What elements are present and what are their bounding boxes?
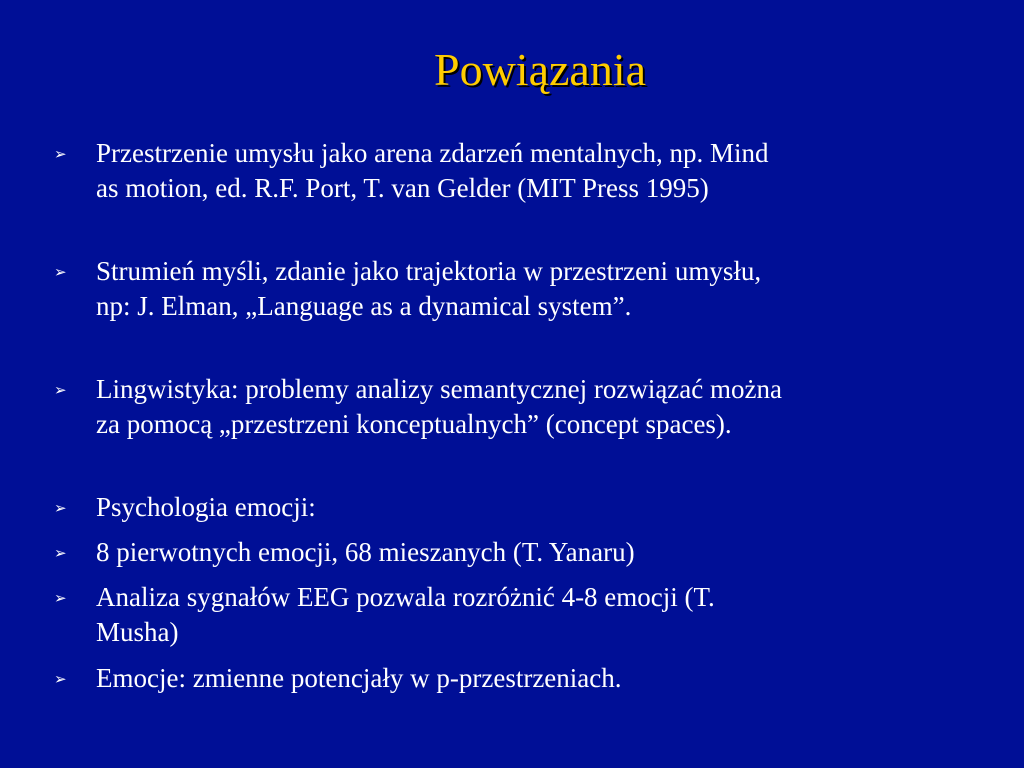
bullet-text: Analiza sygnałów EEG pozwala rozróżnić 4-8 emocji (T. Musha) — [96, 582, 715, 647]
bullet-text: Lingwistyka: problemy analizy semantycznej rozwiązać można za pomocą „przestrzeni konceptualnych” (concept spaces). — [96, 374, 782, 439]
bullet-text: Strumień myśli, zdanie jako trajektoria w przestrzeni umysłu, np: J. Elman, „Language as a dynamical system”. — [96, 256, 762, 321]
bullet-text: Przestrzenie umysłu jako arena zdarzeń mentalnych, np. Mind as motion, ed. R.F. Port, T. van Gelder (MIT Press 1995) — [96, 138, 769, 203]
chevron-right-icon: ➢ — [54, 672, 67, 688]
chevron-right-icon: ➢ — [54, 591, 67, 607]
chevron-right-icon: ➢ — [54, 265, 67, 281]
chevron-right-icon: ➢ — [54, 546, 67, 562]
chevron-right-icon: ➢ — [54, 383, 67, 399]
chevron-right-icon: ➢ — [54, 147, 67, 163]
bullet-text: Emocje: zmienne potencjały w p-przestrzeniach. — [96, 663, 622, 693]
bullet-text: 8 pierwotnych emocji, 68 mieszanych (T. Yanaru) — [96, 537, 635, 567]
slide-title: Powiązania — [433, 44, 647, 95]
chevron-right-icon: ➢ — [54, 501, 67, 517]
bullet-text: Psychologia emocji: — [96, 492, 316, 522]
